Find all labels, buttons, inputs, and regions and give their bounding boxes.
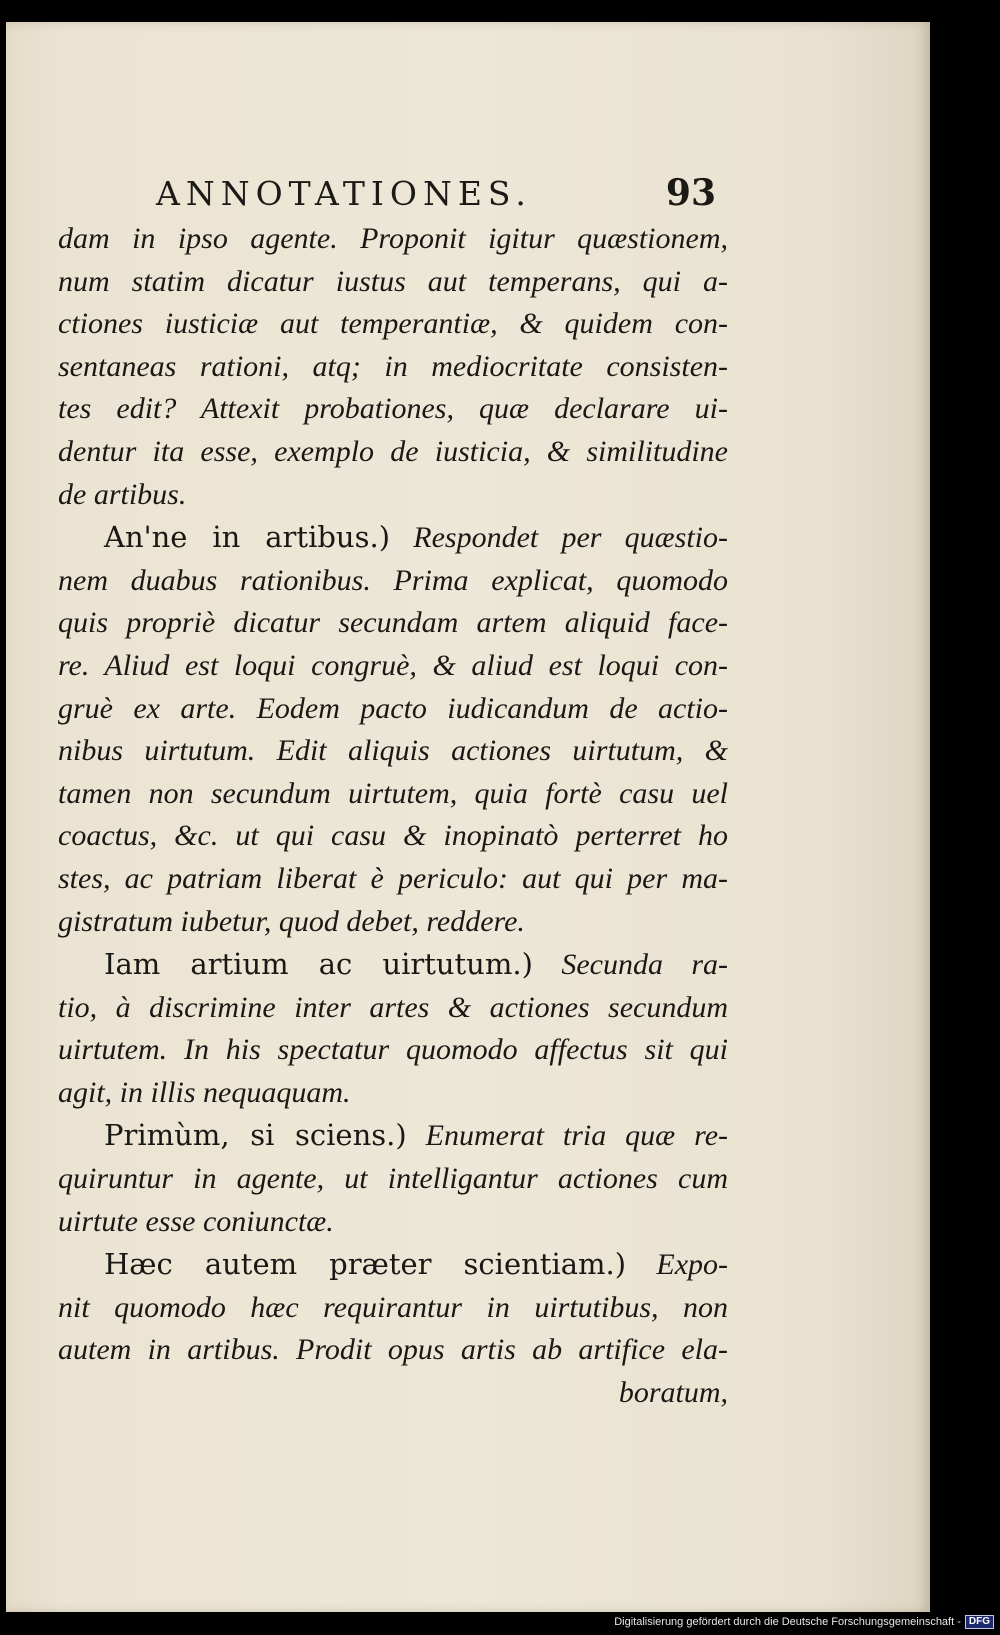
text-line: num statim dicatur iustus aut temperans, qui a- xyxy=(58,264,728,298)
text-line: dentur ita esse, exemplo de iusticia, & similitudine xyxy=(58,434,728,468)
credit-text: Digitalisierung gefördert durch die Deutsche Forschungsgemeinschaft - xyxy=(614,1616,961,1628)
lemma: Hæc autem præter scientiam.) xyxy=(104,1247,627,1282)
commentary-text: Expo- xyxy=(656,1248,729,1282)
book-page xyxy=(6,22,930,1612)
text-line: autem in artibus. Prodit opus artis ab artifice ela- xyxy=(58,1333,728,1367)
text-line: nit quomodo hæc requirantur in uirtutibus, non xyxy=(58,1290,728,1324)
paragraph-first-line xyxy=(58,1114,728,1158)
text-line: stes, ac patriam liberat è periculo: aut qui per ma- xyxy=(58,861,728,895)
text-line: de artibus. xyxy=(58,477,187,511)
text-line: dam in ipso agente. Proponit igitur quæstionem, xyxy=(58,222,728,255)
text-line: agit, in illis nequaquam. xyxy=(58,1075,351,1109)
paragraph-first-line xyxy=(58,516,728,560)
body-text xyxy=(58,218,728,1415)
text-line: tamen non secundum uirtutem, quia fortè casu uel xyxy=(58,776,728,810)
text-line: quiruntur in agente, ut intelligantur actiones cum xyxy=(58,1162,728,1196)
commentary-text: Enumerat tria quæ re- xyxy=(425,1119,729,1153)
commentary-text: Secunda ra- xyxy=(561,948,729,982)
lemma: Primùm, si sciens.) xyxy=(104,1118,407,1153)
text-line: nem duabus rationibus. Prima explicat, quomodo xyxy=(58,563,728,597)
text-line: nibus uirtutum. Edit aliquis actiones uirtutum, & xyxy=(58,734,728,768)
text-line: gruè ex arte. Eodem pacto iudicandum de actio- xyxy=(58,691,728,725)
paragraph-first-line xyxy=(58,943,728,987)
text-line: gistratum iubetur, quod debet, reddere. xyxy=(58,904,525,938)
text-line: uirtute esse coniunctæ. xyxy=(58,1204,334,1238)
text-line: uirtutem. In his spectatur quomodo affectus sit qui xyxy=(58,1033,728,1067)
running-title: ANNOTATIONES. xyxy=(156,174,532,213)
page-number: 93 xyxy=(665,172,716,214)
lemma: An'ne in artibus.) xyxy=(104,520,391,555)
text-line: quis propriè dicatur secundam artem aliquid face- xyxy=(58,606,728,640)
text-line: tio, à discrimine inter artes & actiones secundum xyxy=(58,990,728,1024)
text-line: sentaneas rationi, atq; in mediocritate consisten- xyxy=(58,349,728,383)
lemma: Iam artium ac uirtutum.) xyxy=(104,947,533,982)
page-header xyxy=(156,174,716,220)
commentary-text: Respondet per quæstio- xyxy=(413,521,729,555)
text-line: ctiones iusticiæ aut temperantiæ, & quidem con- xyxy=(58,307,728,341)
text-line: tes edit? Attexit probationes, quæ declarare ui- xyxy=(58,392,728,426)
dfg-logo: DFG xyxy=(965,1615,994,1629)
catchword: boratum, xyxy=(618,1376,728,1410)
text-line: re. Aliud est loqui congruè, & aliud est loqui con- xyxy=(58,648,728,682)
digitization-credit xyxy=(614,1615,994,1629)
paragraph-first-line xyxy=(58,1243,728,1287)
text-line: coactus, &c. ut qui casu & inopinatò perterret ho xyxy=(58,819,728,853)
